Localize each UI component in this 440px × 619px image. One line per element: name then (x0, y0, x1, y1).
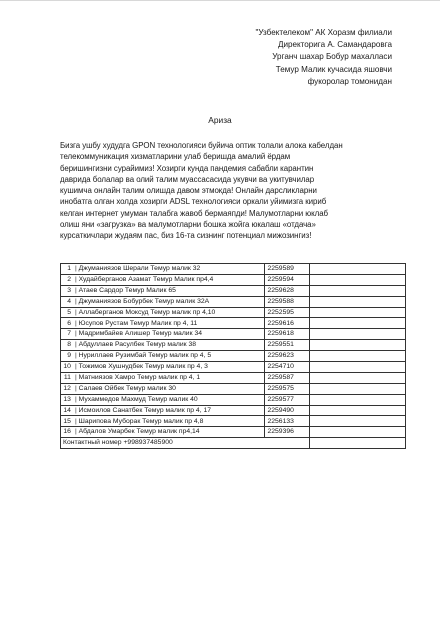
empty-cell (309, 340, 405, 351)
resident-phone: 2259589 (265, 264, 309, 275)
resident-name-text: Атаев Сардор Темур Малик 65 (78, 286, 176, 294)
table-row (61, 264, 406, 275)
row-number: 10 (61, 362, 73, 373)
empty-cell (309, 383, 405, 394)
resident-name-text: Аллаберганов Моксуд Темур малик пр 4,10 (78, 308, 216, 316)
resident-name-text: Шарипова Муборак Темур малик пр 4,8 (78, 417, 204, 425)
resident-name-address (73, 296, 265, 307)
resident-name-text: Джуманиязов Бобурбек Темур малик 32А (78, 297, 210, 305)
empty-cell (309, 329, 405, 340)
row-number: 8 (61, 340, 73, 351)
empty-cell (309, 372, 405, 383)
row-number: 9 (61, 351, 73, 362)
resident-name-text: Нуриллаев Рузимбай Темур малик пр 4, 5 (78, 352, 212, 360)
table-row (61, 329, 406, 340)
resident-phone: 2259577 (265, 394, 309, 405)
row-number: 14 (61, 405, 73, 416)
table-row (61, 372, 406, 383)
body-line: курсаткичлари жудаям пас, биз 16-та сизнинг потенциал мижозингиз! (60, 231, 312, 241)
cell-separator: | (74, 374, 79, 381)
addressee-line: Темур Малик кучасида яшовчи (275, 64, 392, 74)
row-number: 6 (61, 318, 73, 329)
empty-cell (309, 264, 405, 275)
resident-phone: 2259490 (265, 405, 309, 416)
addressee-line: "Узбектелеком" АК Хоразм филиали (255, 28, 392, 37)
resident-name-address (73, 307, 265, 318)
resident-phone: 2259396 (265, 427, 309, 438)
resident-name-text: Матниязов Хамро Темур малик пр 4, 1 (78, 374, 201, 381)
table-row (61, 383, 406, 394)
table-row (61, 318, 406, 329)
resident-name-text: Абдуллаев Расулбек Темур малик 38 (78, 341, 197, 349)
resident-phone: 2259575 (265, 383, 309, 394)
empty-cell (265, 438, 309, 449)
empty-cell (309, 296, 405, 307)
resident-name-text: Абдалов Умарбек Темур малик пр4,14 (78, 428, 200, 436)
table-row (61, 285, 406, 296)
resident-name-address (73, 285, 265, 296)
row-number: 12 (61, 383, 73, 394)
addressee-block (255, 27, 392, 88)
resident-phone: 2259616 (265, 318, 309, 329)
resident-phone: 2256133 (265, 416, 309, 427)
empty-cell (309, 285, 405, 296)
cell-separator: | (74, 308, 79, 316)
resident-name-address (73, 274, 265, 285)
resident-name-address (73, 416, 265, 427)
empty-cell (309, 394, 405, 405)
empty-cell (309, 405, 405, 416)
cell-separator: | (74, 341, 79, 349)
page-top-edge (0, 0, 440, 1)
row-number: 2 (61, 274, 73, 285)
row-number: 1 (61, 264, 73, 275)
empty-cell (309, 307, 405, 318)
table-row (61, 427, 406, 438)
cell-separator: | (74, 417, 79, 425)
empty-cell (309, 274, 405, 285)
resident-phone: 2259551 (265, 340, 309, 351)
body-line: инобатга олган холда хозирги ADSL технологияси оркали уйимизга кириб (60, 197, 327, 207)
body-line: кушимча онлайн талим олишда давом этмокда! Онлайн дарсликларни (60, 186, 317, 196)
resident-name-address (73, 394, 265, 405)
table-row (61, 416, 406, 427)
residents-table-body (61, 264, 406, 449)
cell-separator: | (74, 395, 79, 403)
table-row (61, 340, 406, 351)
cell-separator: | (74, 330, 79, 338)
cell-separator: | (74, 363, 79, 371)
addressee-line: Директорига А. Самандаровга (278, 40, 392, 50)
empty-cell (309, 427, 405, 438)
resident-name-address (73, 318, 265, 329)
cell-separator: | (74, 297, 79, 305)
resident-name-text: Джуманиязов Шерали Темур малик 32 (78, 265, 201, 273)
cell-separator: | (74, 428, 79, 436)
row-number: 3 (61, 285, 73, 296)
resident-name-address (73, 383, 265, 394)
resident-name-address (73, 427, 265, 438)
resident-phone: 2259587 (265, 372, 309, 383)
cell-separator: | (74, 265, 79, 273)
resident-name-address (73, 340, 265, 351)
resident-phone: 2259628 (265, 285, 309, 296)
table-row (61, 405, 406, 416)
body-line: телекоммуникация хизматларини улаб беришда амалий ёрдам (60, 152, 291, 162)
table-row (61, 296, 406, 307)
contact-row (61, 438, 406, 449)
resident-name-text: Салаев Ойбек Темур малик 30 (78, 384, 176, 392)
cell-separator: | (74, 286, 79, 294)
cell-separator: | (74, 406, 79, 414)
row-number: 11 (61, 372, 73, 383)
table-row (61, 307, 406, 318)
resident-phone: 2252595 (265, 307, 309, 318)
resident-name-text: Мухаммедов Махмуд Темур малик 40 (78, 395, 198, 403)
petition-body (60, 140, 390, 242)
cell-separator: | (74, 319, 79, 327)
resident-name-address (73, 329, 265, 340)
body-line: Бизга ушбу худудга GPON технологияси буйича оптик толали алока кабелдан (60, 141, 343, 150)
resident-phone: 2259623 (265, 351, 309, 362)
empty-cell (309, 438, 405, 449)
contact-number: Контактный номер +998937485900 (61, 438, 265, 449)
row-number: 5 (61, 307, 73, 318)
resident-name-text: Исмоилов Санатбек Темур малик пр 4, 17 (78, 406, 212, 414)
row-number: 13 (61, 394, 73, 405)
resident-name-address (73, 372, 265, 383)
resident-name-text: Мадримбайев Алишер Темур малик 34 (78, 330, 203, 338)
table-row (61, 351, 406, 362)
addressee-line: фукоролар томонидан (307, 76, 392, 86)
residents-table (60, 263, 406, 449)
table-row (61, 274, 406, 285)
resident-phone: 2259618 (265, 329, 309, 340)
empty-cell (309, 351, 405, 362)
body-line: олиш яни «загрузка» ва малумотларни бошка жойга юкалаш «отдача» (60, 220, 316, 230)
resident-name-text: Худайберганов Азамат Темур Малик пр4,4 (78, 275, 214, 283)
resident-name-text: Тожимов Хушнудбек Темур малик пр 4, 3 (78, 363, 208, 371)
table-row (61, 362, 406, 373)
row-number: 7 (61, 329, 73, 340)
table-row (61, 394, 406, 405)
empty-cell (309, 362, 405, 373)
row-number: 4 (61, 296, 73, 307)
resident-phone: 2254710 (265, 362, 309, 373)
resident-name-address (73, 405, 265, 416)
cell-separator: | (74, 352, 79, 360)
row-number: 15 (61, 416, 73, 427)
resident-name-text: Юсупов Рустам Темур Малик пр 4, 11 (78, 319, 198, 327)
resident-phone: 2259588 (265, 296, 309, 307)
body-line: даврида болалар ва олий талим муассасасида укувчи ва укитувчилар (60, 174, 315, 184)
body-line: келган интернет умуман талабга жавоб бермаяпди! Малумотларни юклаб (60, 208, 329, 218)
resident-name-address (73, 351, 265, 362)
empty-cell (309, 318, 405, 329)
resident-phone: 2259594 (265, 274, 309, 285)
empty-cell (309, 416, 405, 427)
cell-separator: | (74, 275, 79, 283)
addressee-line: Урганч шахар Бобур махалласи (272, 52, 392, 62)
body-line: беришингизни сурайимиз! Хозирги кунда пандемия сабабли карантин (60, 163, 314, 173)
row-number: 16 (61, 427, 73, 438)
resident-name-address (73, 362, 265, 373)
document-title: Ариза (208, 115, 232, 125)
cell-separator: | (74, 384, 79, 392)
resident-name-address (73, 264, 265, 275)
